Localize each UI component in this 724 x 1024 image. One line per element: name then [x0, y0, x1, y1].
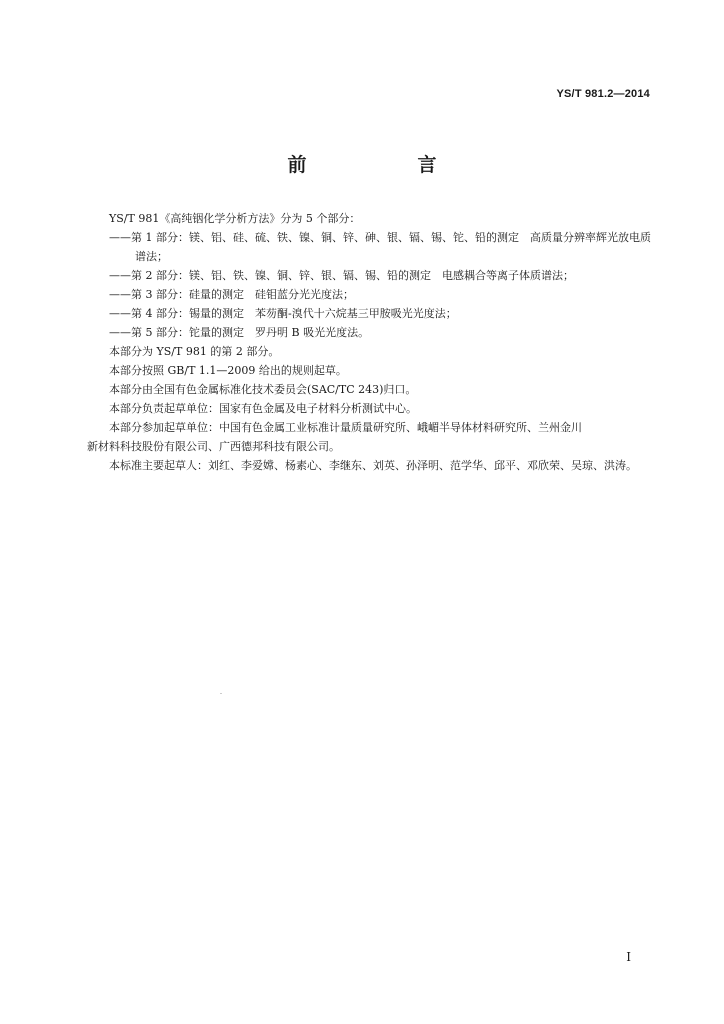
page-title: 前 言	[287, 154, 483, 176]
text-line: 本部分按照 GB/T 1.1—2009 给出的规则起草。	[109, 364, 347, 377]
text-line: 本部分为 YS/T 981 的第 2 部分。	[109, 345, 280, 358]
standard-code: YS/T 981.2—2014	[556, 88, 650, 100]
preface-body	[87, 209, 653, 475]
text-line: 本标准主要起草人：刘红、李爱嫦、杨素心、李继东、刘英、孙泽明、范学华、邱平、邓欣荣、吴琼、洪涛。	[109, 459, 637, 472]
text-line: ——第 4 部分：锡量的测定 苯芴酮-溴代十六烷基三甲胺吸光光度法；	[109, 307, 457, 320]
text-line: 新材料科技股份有限公司、广西德邦科技有限公司。	[87, 440, 340, 453]
text-line: 谱法；	[135, 250, 168, 263]
text-line: 本部分由全国有色金属标准化技术委员会(SAC/TC 243)归口。	[109, 383, 417, 396]
page-number: I	[626, 950, 631, 964]
text-line: YS/T 981《高纯铟化学分析方法》分为 5 个部分：	[109, 212, 361, 225]
text-line: ——第 5 部分：铊量的测定 罗丹明 B 吸光光度法。	[109, 326, 370, 339]
text-line: ——第 1 部分：镁、铝、硅、硫、铁、镍、铜、锌、砷、银、镉、锡、铊、铅的测定 高质量分辨率辉光放电质	[109, 231, 651, 244]
text-line: ——第 2 部分：镁、铝、铁、镍、铜、锌、银、镉、锡、铅的测定 电感耦合等离子体质谱法；	[109, 269, 574, 282]
text-line: ——第 3 部分：硅量的测定 硅钼蓝分光光度法；	[109, 288, 354, 301]
text-line: 本部分参加起草单位：中国有色金属工业标准计量质量研究所、峨嵋半导体材料研究所、兰州金川	[109, 421, 582, 434]
scan-speck	[220, 693, 222, 694]
text-line: 本部分负责起草单位：国家有色金属及电子材料分析测试中心。	[109, 402, 417, 415]
